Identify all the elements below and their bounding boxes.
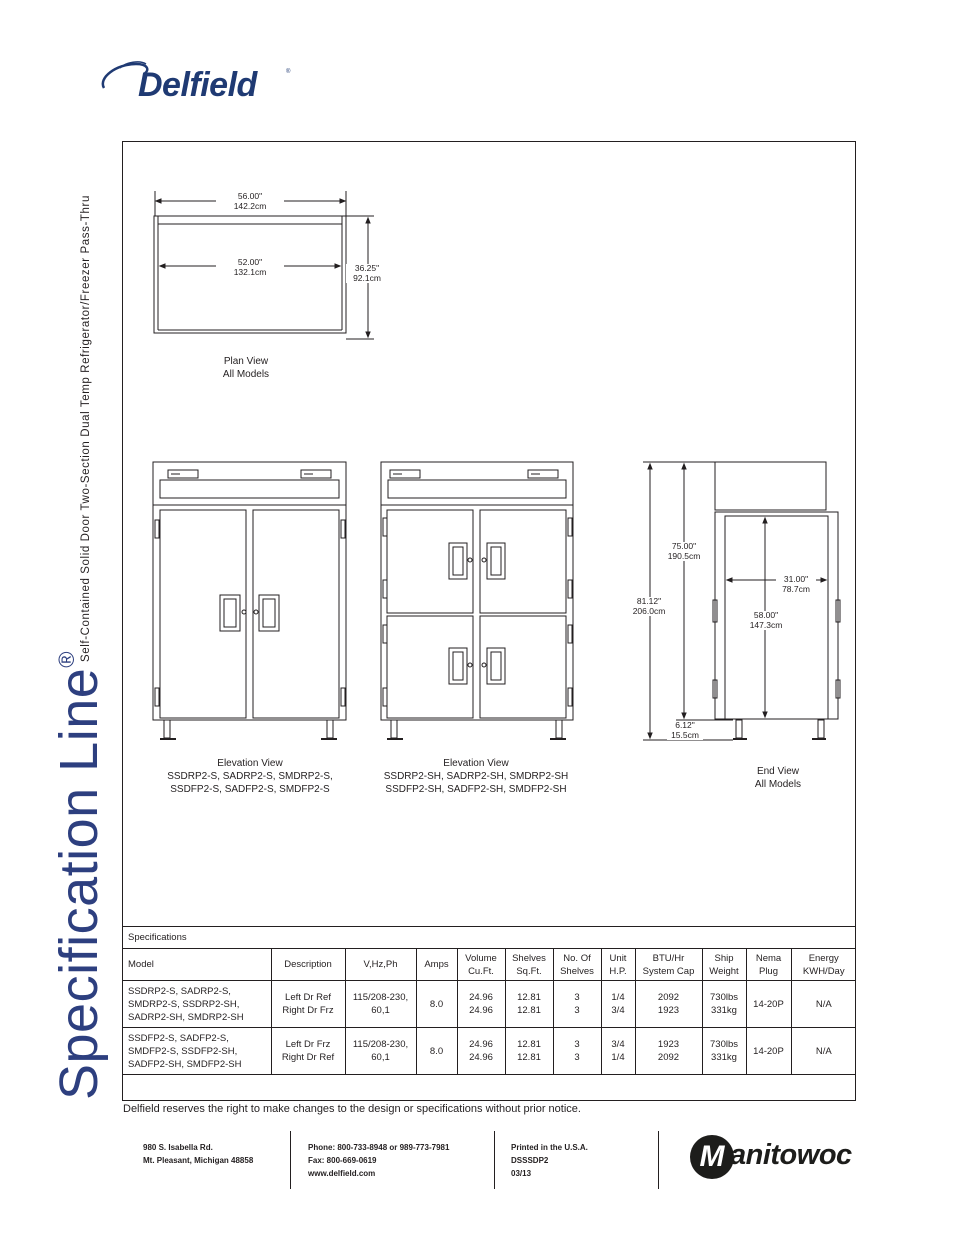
elevation-view-2-drawing xyxy=(381,462,573,739)
elevation-2-caption: Elevation View SSDRP2-SH, SADRP2-SH, SMDRP2-SH SSDFP2-SH, SADFP2-SH, SMDFP2-SH xyxy=(383,758,569,795)
cell-voltage: 115/208-230, 60,1 xyxy=(345,981,416,1028)
col-btu: BTU/Hr System Cap xyxy=(635,949,702,981)
col-no-shelves: No. Of Shelves xyxy=(553,949,601,981)
cell-no-shelves: 3 3 xyxy=(553,1028,601,1075)
plan-view-caption: Plan View All Models xyxy=(222,356,270,380)
cell-unit-hp: 1/4 3/4 xyxy=(601,981,635,1028)
col-nema-plug: Nema Plug xyxy=(746,949,791,981)
cell-ship-weight: 730lbs 331kg xyxy=(702,1028,746,1075)
footer-divider xyxy=(290,1131,291,1189)
cell-amps: 8.0 xyxy=(416,1028,457,1075)
col-volume: Volume Cu.Ft. xyxy=(457,949,505,981)
cell-description: Left Dr Frz Right Dr Ref xyxy=(271,1028,345,1075)
cell-volume: 24.96 24.96 xyxy=(457,1028,505,1075)
col-energy: Energy KWH/Day xyxy=(791,949,856,981)
end-81-dim: 81.12" 206.0cm xyxy=(628,597,670,616)
plan-inner-width-dim: 52.00" 132.1cm xyxy=(216,258,284,277)
end-6-dim: 6.12" 15.5cm xyxy=(667,721,703,740)
plan-outer-width-dim: 56.00" 142.2cm xyxy=(216,192,284,211)
specifications-table xyxy=(122,948,856,1075)
table-row xyxy=(122,981,856,1028)
product-subtitle: Self-Contained Solid Door Two-Section Dual Temp Refrigerator/Freezer Pass-Thru xyxy=(80,195,92,662)
manitowoc-m-icon: M xyxy=(690,1135,734,1179)
cell-btu: 2092 1923 xyxy=(635,981,702,1028)
specifications-heading: Specifications xyxy=(122,926,856,948)
end-view-drawing xyxy=(643,462,840,740)
brand-name: Delfield xyxy=(138,66,257,104)
col-unit-hp: Unit H.P. xyxy=(601,949,635,981)
cell-nema-plug: 14-20P xyxy=(746,1028,791,1075)
cell-shelves-sqft: 12.81 12.81 xyxy=(505,1028,553,1075)
footer-divider xyxy=(494,1131,495,1189)
cell-shelves-sqft: 12.81 12.81 xyxy=(505,981,553,1028)
col-ship-weight: Ship Weight xyxy=(702,949,746,981)
cell-nema-plug: 14-20P xyxy=(746,981,791,1028)
cell-unit-hp: 3/4 1/4 xyxy=(601,1028,635,1075)
end-58-dim: 58.00" 147.3cm xyxy=(745,611,787,630)
cell-energy: N/A xyxy=(791,1028,856,1075)
col-model: Model xyxy=(122,949,271,981)
plan-depth-dim: 36.25" 92.1cm xyxy=(346,264,388,283)
cell-energy: N/A xyxy=(791,981,856,1028)
col-description: Description xyxy=(271,949,345,981)
footer-divider xyxy=(658,1131,659,1189)
cell-description: Left Dr Ref Right Dr Frz xyxy=(271,981,345,1028)
disclaimer-note: Delfield reserves the right to make changes to the design or specifications without prior notice. xyxy=(123,1103,581,1115)
specifications-section xyxy=(122,926,856,1075)
manitowoc-logo xyxy=(690,1135,860,1179)
col-shelves-sqft: Shelves Sq.Ft. xyxy=(505,949,553,981)
col-amps: Amps xyxy=(416,949,457,981)
cell-model: SSDRP2-S, SADRP2-S, SMDRP2-S, SSDRP2-SH, SADRP2-SH, SMDRP2-SH xyxy=(122,981,271,1028)
spec-line-title: Specification Line® xyxy=(49,651,109,1100)
end-view-caption: End View All Models xyxy=(754,766,802,790)
cell-ship-weight: 730lbs 331kg xyxy=(702,981,746,1028)
col-voltage: V,Hz,Ph xyxy=(345,949,416,981)
cell-amps: 8.0 xyxy=(416,981,457,1028)
table-row xyxy=(122,1028,856,1075)
cell-btu: 1923 2092 xyxy=(635,1028,702,1075)
footer-address: 980 S. Isabella Rd. Mt. Pleasant, Michigan 48858 xyxy=(143,1143,254,1165)
footer-contact: Phone: 800-733-8948 or 989-773-7981 Fax: 800-669-0619 www.delfield.com xyxy=(308,1143,450,1178)
brand-trademark: ® xyxy=(286,69,291,75)
end-75-dim: 75.00" 190.5cm xyxy=(664,542,704,561)
table-header-row xyxy=(122,949,856,981)
cell-model: SSDFP2-S, SADFP2-S, SMDFP2-S, SSDFP2-SH, SADFP2-SH, SMDFP2-SH xyxy=(122,1028,271,1075)
cell-voltage: 115/208-230, 60,1 xyxy=(345,1028,416,1075)
cell-no-shelves: 3 3 xyxy=(553,981,601,1028)
elevation-view-1-drawing xyxy=(153,462,346,739)
elevation-1-caption: Elevation View SSDRP2-S, SADRP2-S, SMDRP2-S, SSDFP2-S, SADFP2-S, SMDFP2-S xyxy=(167,758,333,795)
end-31-dim: 31.00" 78.7cm xyxy=(776,575,816,594)
cell-volume: 24.96 24.96 xyxy=(457,981,505,1028)
footer-print-info: Printed in the U.S.A. DSSSDP2 03/13 xyxy=(511,1143,588,1178)
manitowoc-wordmark: anitowoc xyxy=(730,1139,852,1171)
